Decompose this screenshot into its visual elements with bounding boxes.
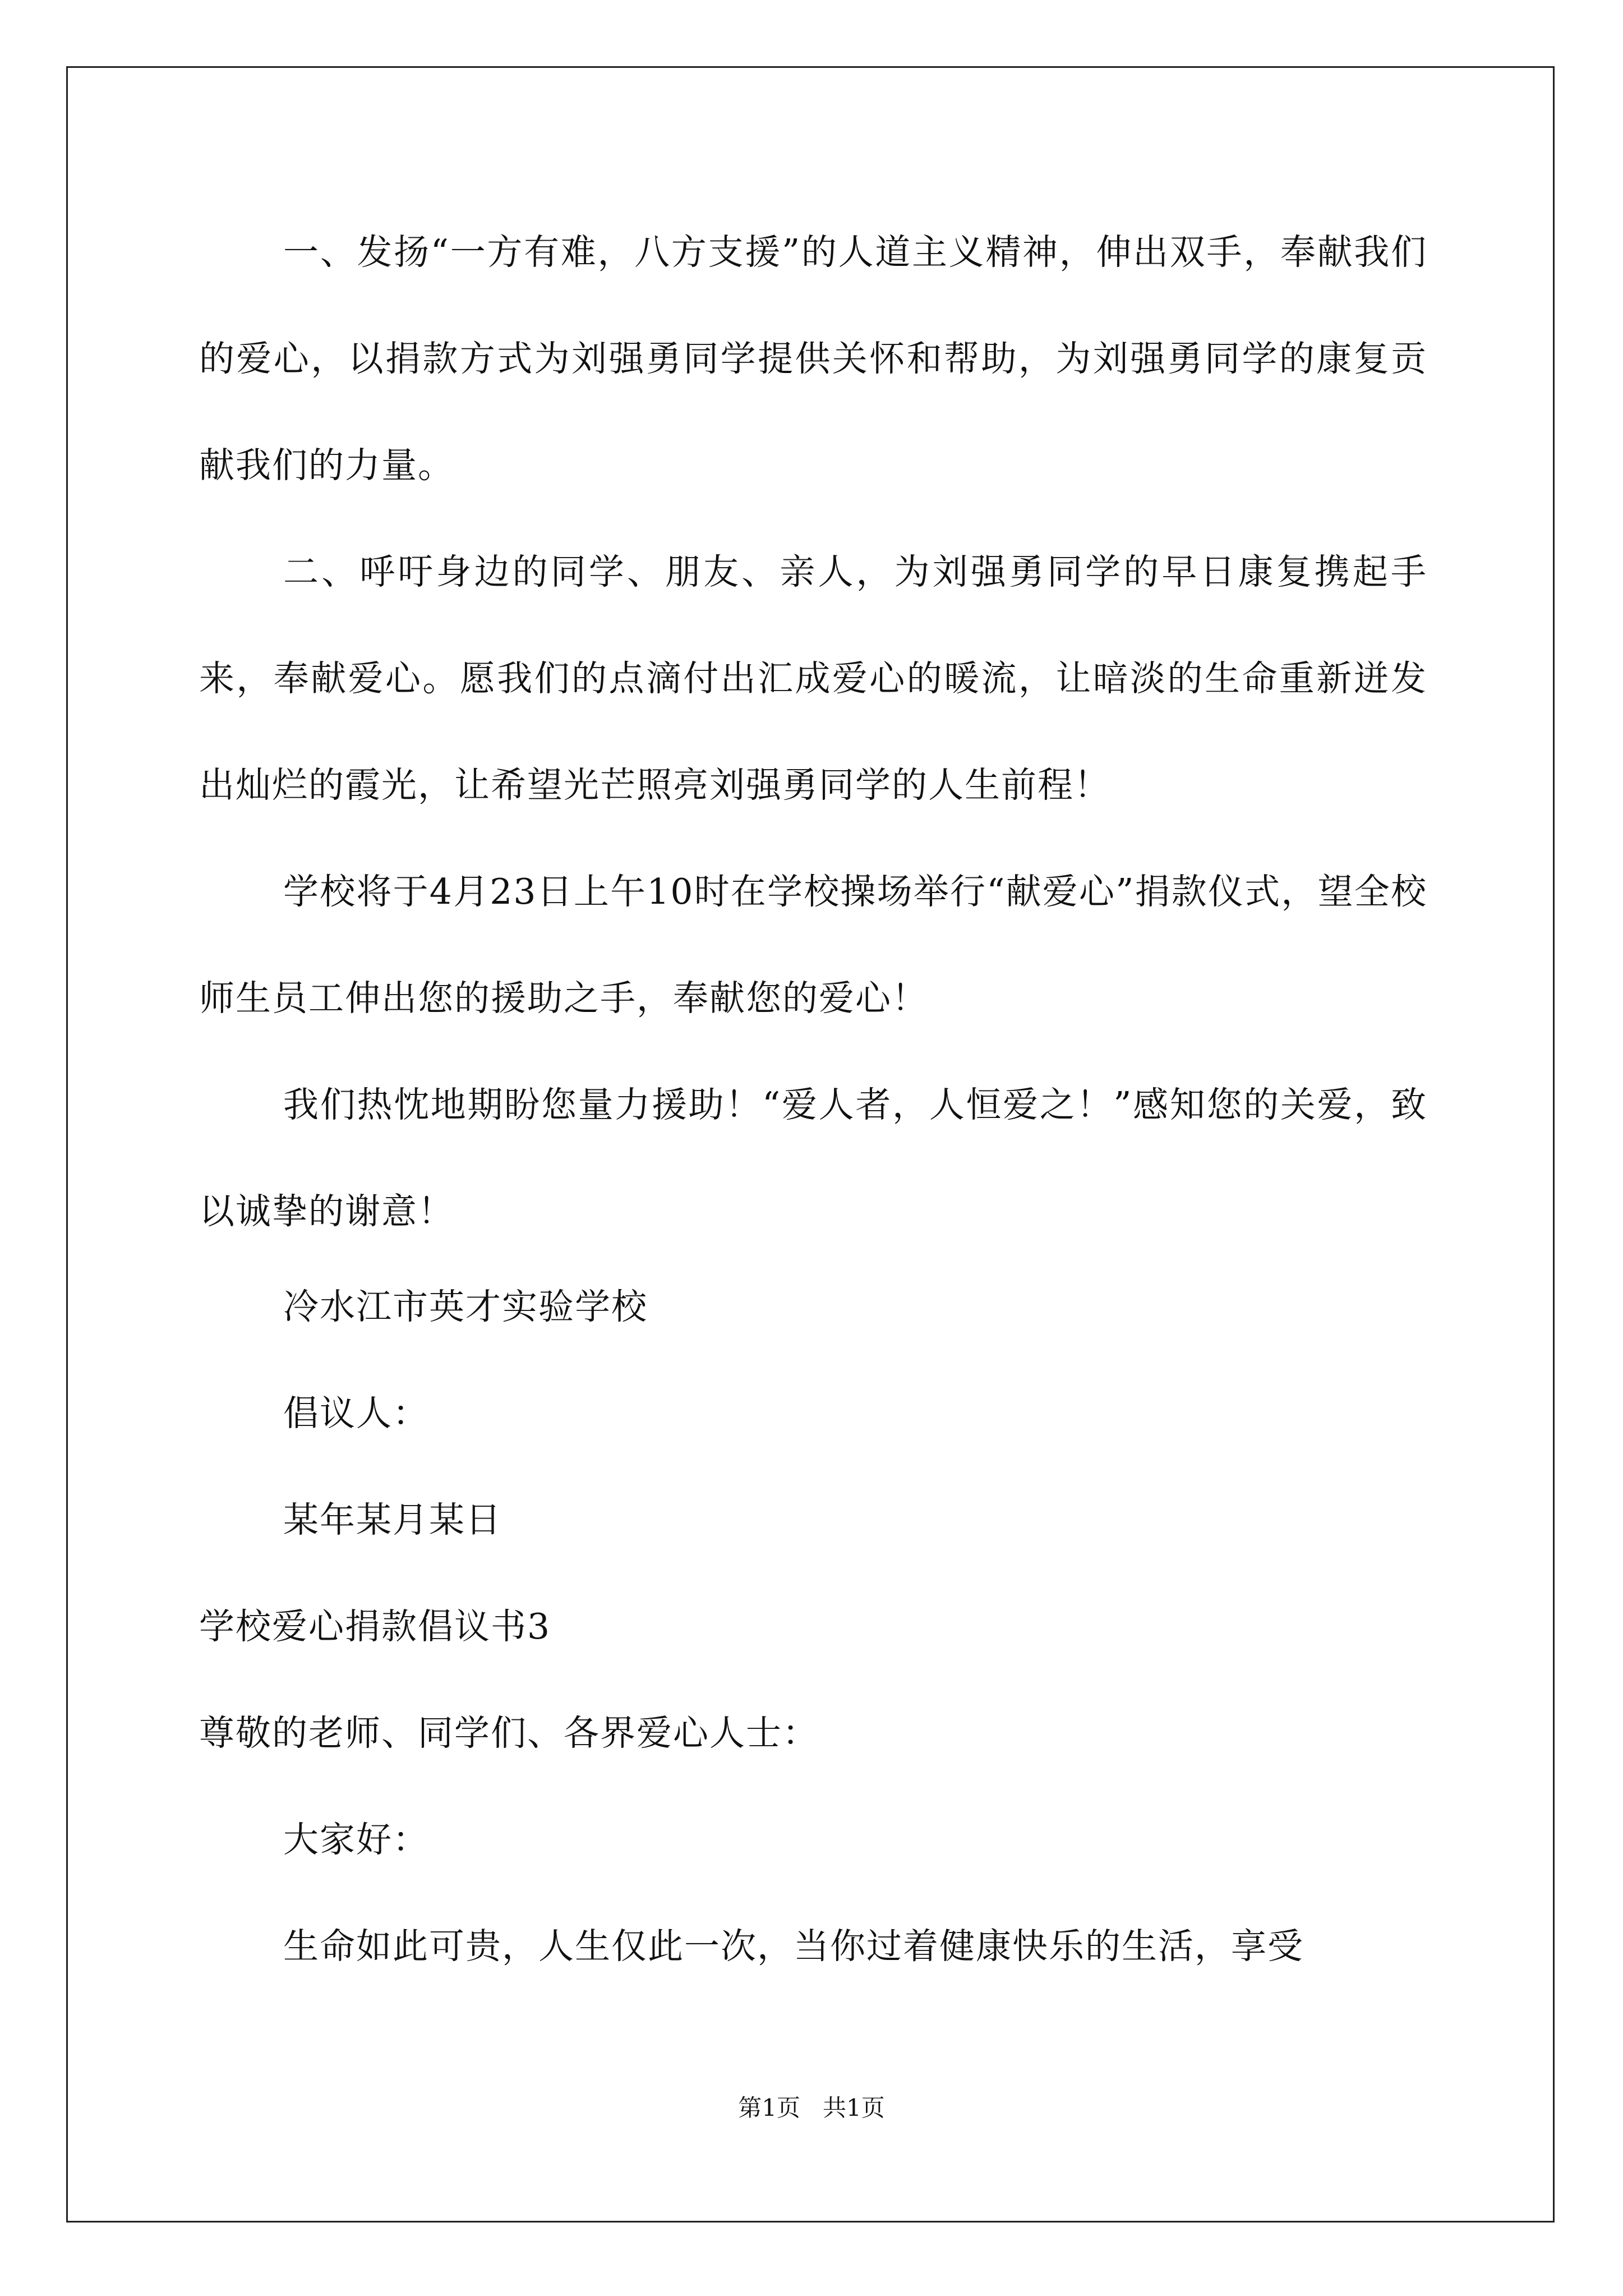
page-number: 第1页 (738, 2094, 800, 2122)
salutation: 尊敬的老师、同学们、各界爱心人士： (199, 1713, 819, 1754)
paragraph-3: 学校将于4月23日上午10时在学校操场举行“献爱心”捐款仪式，望全校师生员工伸出您的援助之手，奉献您的爱心！ (199, 871, 1427, 1019)
page-footer (0, 2091, 1623, 2125)
signature-proposer: 倡议人： (283, 1393, 429, 1434)
paragraph-4: 我们热忱地期盼您量力援助！“爱人者，人恒爱之！”感知您的关爱，致以诚挚的谢意！ (199, 1084, 1427, 1232)
page-total: 共1页 (823, 2094, 885, 2122)
last-paragraph-start: 生命如此可贵，人生仅此一次，当你过着健康快乐的生活，享受 (283, 1926, 1304, 1967)
signature-school: 冷水江市英才实验学校 (283, 1286, 648, 1327)
signature-date: 某年某月某日 (283, 1499, 502, 1540)
section-title: 学校爱心捐款倡议书3 (199, 1606, 551, 1647)
paragraph-2: 二、呼吁身边的同学、朋友、亲人，为刘强勇同学的早日康复携起手来，奉献爱心。愿我们的点滴付出汇成爱心的暖流，让暗淡的生命重新迸发出灿烂的霞光，让希望光芒照亮刘强勇同学的人生前程！ (199, 551, 1427, 806)
paragraph-1: 一、发扬“一方有难，八方支援”的人道主义精神，伸出双手，奉献我们的爱心，以捐款方式为刘强勇同学提供关怀和帮助，为刘强勇同学的康复贡献我们的力量。 (199, 232, 1427, 486)
greeting: 大家好： (283, 1819, 429, 1860)
